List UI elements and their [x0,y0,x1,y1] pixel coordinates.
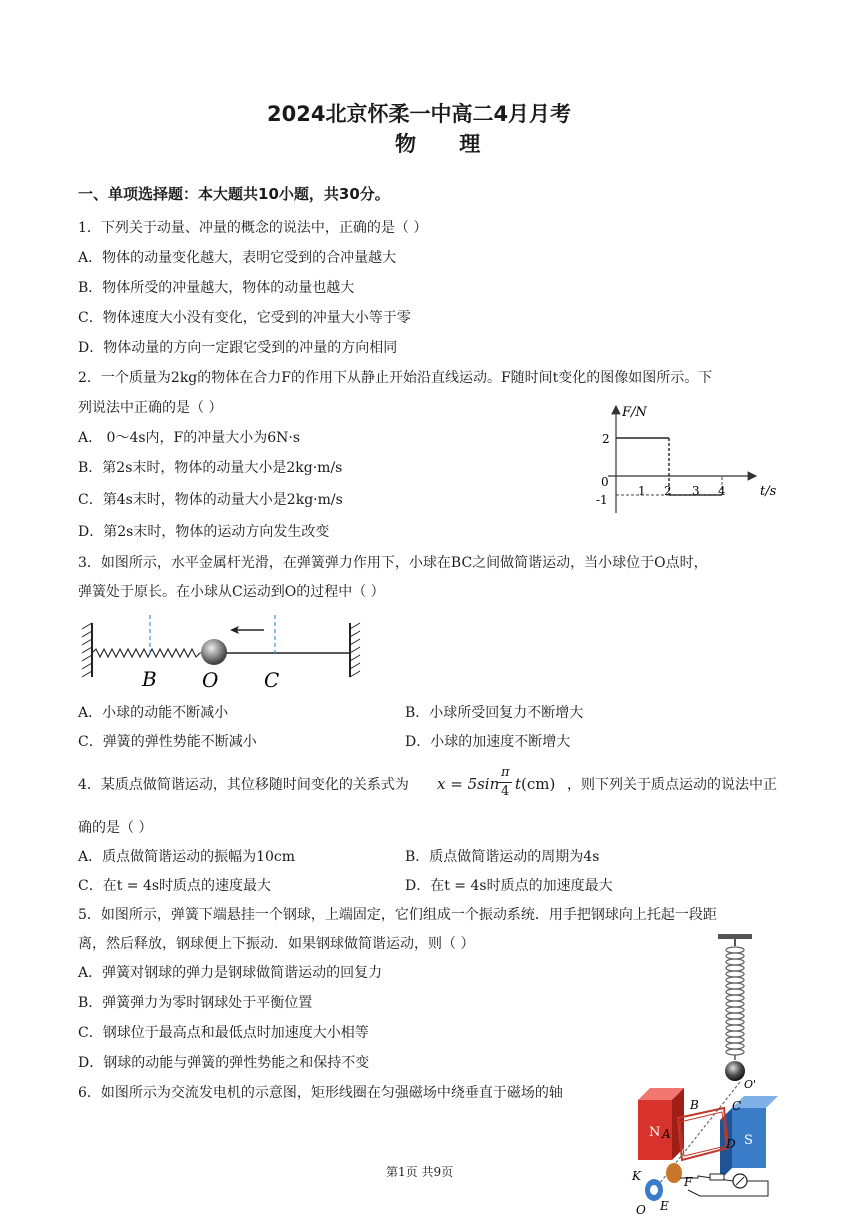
q3-option-d: D．小球的加速度不断增大 [405,734,571,750]
y-tick-neg1: -1 [596,493,608,507]
q5-option-a: A．弹簧对钢球的弹力是钢球做简谐运动的回复力 [78,965,383,981]
left-wall-hatch [82,623,92,677]
label-s: S [744,1133,753,1148]
q2-option-b: B．第2s末时，物体的动量大小是2kg·m/s [78,460,343,476]
q5-option-b: B．弹簧弹力为零时钢球处于平衡位置 [78,995,313,1011]
q2-stem-line1: 2．一个质量为2kg的物体在合力F的作用下从静止开始沿直线运动。F随时间t变化的图像如图所示。下 [78,370,713,386]
q4-stem-line2: 确的是（ ） [78,820,153,836]
x-tick-4: 4 [718,484,726,498]
q2-option-c: C．第4s末时，物体的动量大小是2kg·m/s [78,492,343,508]
q3-spring-ball-figure [78,615,368,697]
q5-option-d: D．钢球的动能与弹簧的弹性势能之和保持不变 [78,1055,370,1071]
page-footer: 第1页 共9页 [386,1165,454,1179]
x-axis-label: t/s [760,484,777,499]
q5-stem-line1: 5．如图所示，弹簧下端悬挂一个钢球，上端固定，它们组成一个振动系统．用手把钢球向上托起一段距 [78,907,717,923]
q1-option-c: C．物体速度大小没有变化，它受到的冲量大小等于零 [78,310,411,326]
q6-stem-line1: 6．如图所示为交流发电机的示意图，矩形线圈在匀强磁场中绕垂直于磁场的轴 [78,1085,563,1101]
q4-option-b: B．质点做简谐运动的周期为4s [405,849,600,865]
q3-option-c: C．弹簧的弹性势能不断减小 [78,734,257,750]
q4-option-a: A．质点做简谐运动的振幅为10cm [78,849,296,865]
q4-option-c: C．在t = 4s时质点的速度最大 [78,878,272,894]
ball [201,639,227,665]
label-o: O [202,668,219,692]
q3-stem-line2: 弹簧处于原长。在小球从C运动到O的过程中（ ） [78,584,385,600]
x-tick-3: 3 [692,484,700,498]
q6-ac-generator-figure [628,1078,778,1216]
q4-stem-end: ，则下列关于质点运动的说法中正 [567,777,777,793]
q4-option-d: D．在t = 4s时质点的加速度最大 [405,878,613,894]
q5-stem-line2: 离，然后释放，钢球便上下振动．如果钢球做简谐运动，则（ ） [78,936,475,952]
y-tick-2: 2 [602,432,610,446]
x-tick-2: 2 [664,484,672,498]
spring [92,649,202,657]
q3-option-b: B．小球所受回复力不断增大 [405,705,584,721]
slip-ring-copper [666,1163,682,1183]
ceiling-mount [718,934,752,939]
y-axis-label: F/N [622,405,647,420]
label-o-prime: O' [744,1078,757,1091]
label-n: N [649,1125,661,1140]
q2-option-d: D．第2s末时，物体的运动方向发生改变 [78,524,330,540]
q1-option-d: D．物体动量的方向一定跟它受到的冲量的方向相同 [78,340,398,356]
q1-option-a: A．物体的动量变化越大，表明它受到的合冲量越大 [78,250,397,266]
q4-stem-start: 4．某质点做简谐运动，其位移随时间变化的关系式为 [78,777,409,793]
right-wall-hatch [350,623,360,677]
hanging-spring [726,947,744,1055]
origin-label: 0 [601,475,609,489]
q1-stem: 1．下列关于动量、冲量的概念的说法中，正确的是（ ） [78,220,428,236]
section-heading: 一、单项选择题：本大题共10小题，共30分。 [78,185,390,203]
x-tick-1: 1 [638,484,646,498]
label-c: C [732,1099,742,1113]
q1-option-b: B．物体所受的冲量越大，物体的动量也越大 [78,280,355,296]
label-b: B [142,667,157,691]
label-c: C [264,668,280,692]
label-b: B [690,1098,699,1112]
q2-force-time-graph [588,398,788,516]
q5-hanging-spring-figure [712,932,762,1082]
label-a: A [662,1127,671,1141]
label-d: D [726,1137,736,1151]
subject-title: 物 理 [395,132,499,156]
q2-stem-line2: 列说法中正确的是（ ） [78,400,223,416]
page-title: 2024北京怀柔一中高二4月月考 [267,102,572,126]
label-e: E [660,1199,669,1213]
q2-option-a: A． 0～4s内，F的冲量大小为6N·s [78,430,301,446]
q5-option-c: C．钢球位于最高点和最低点时加速度大小相等 [78,1025,369,1041]
label-f: F [684,1175,693,1189]
q3-stem-line1: 3．如图所示，水平金属杆光滑，在弹簧弹力作用下，小球在BC之间做简谐运动，当小球位于O点时， [78,555,708,571]
label-k: K [632,1169,641,1183]
label-o: O [636,1203,646,1216]
resistor [710,1174,724,1180]
q3-option-a: A．小球的动能不断减小 [78,705,229,721]
